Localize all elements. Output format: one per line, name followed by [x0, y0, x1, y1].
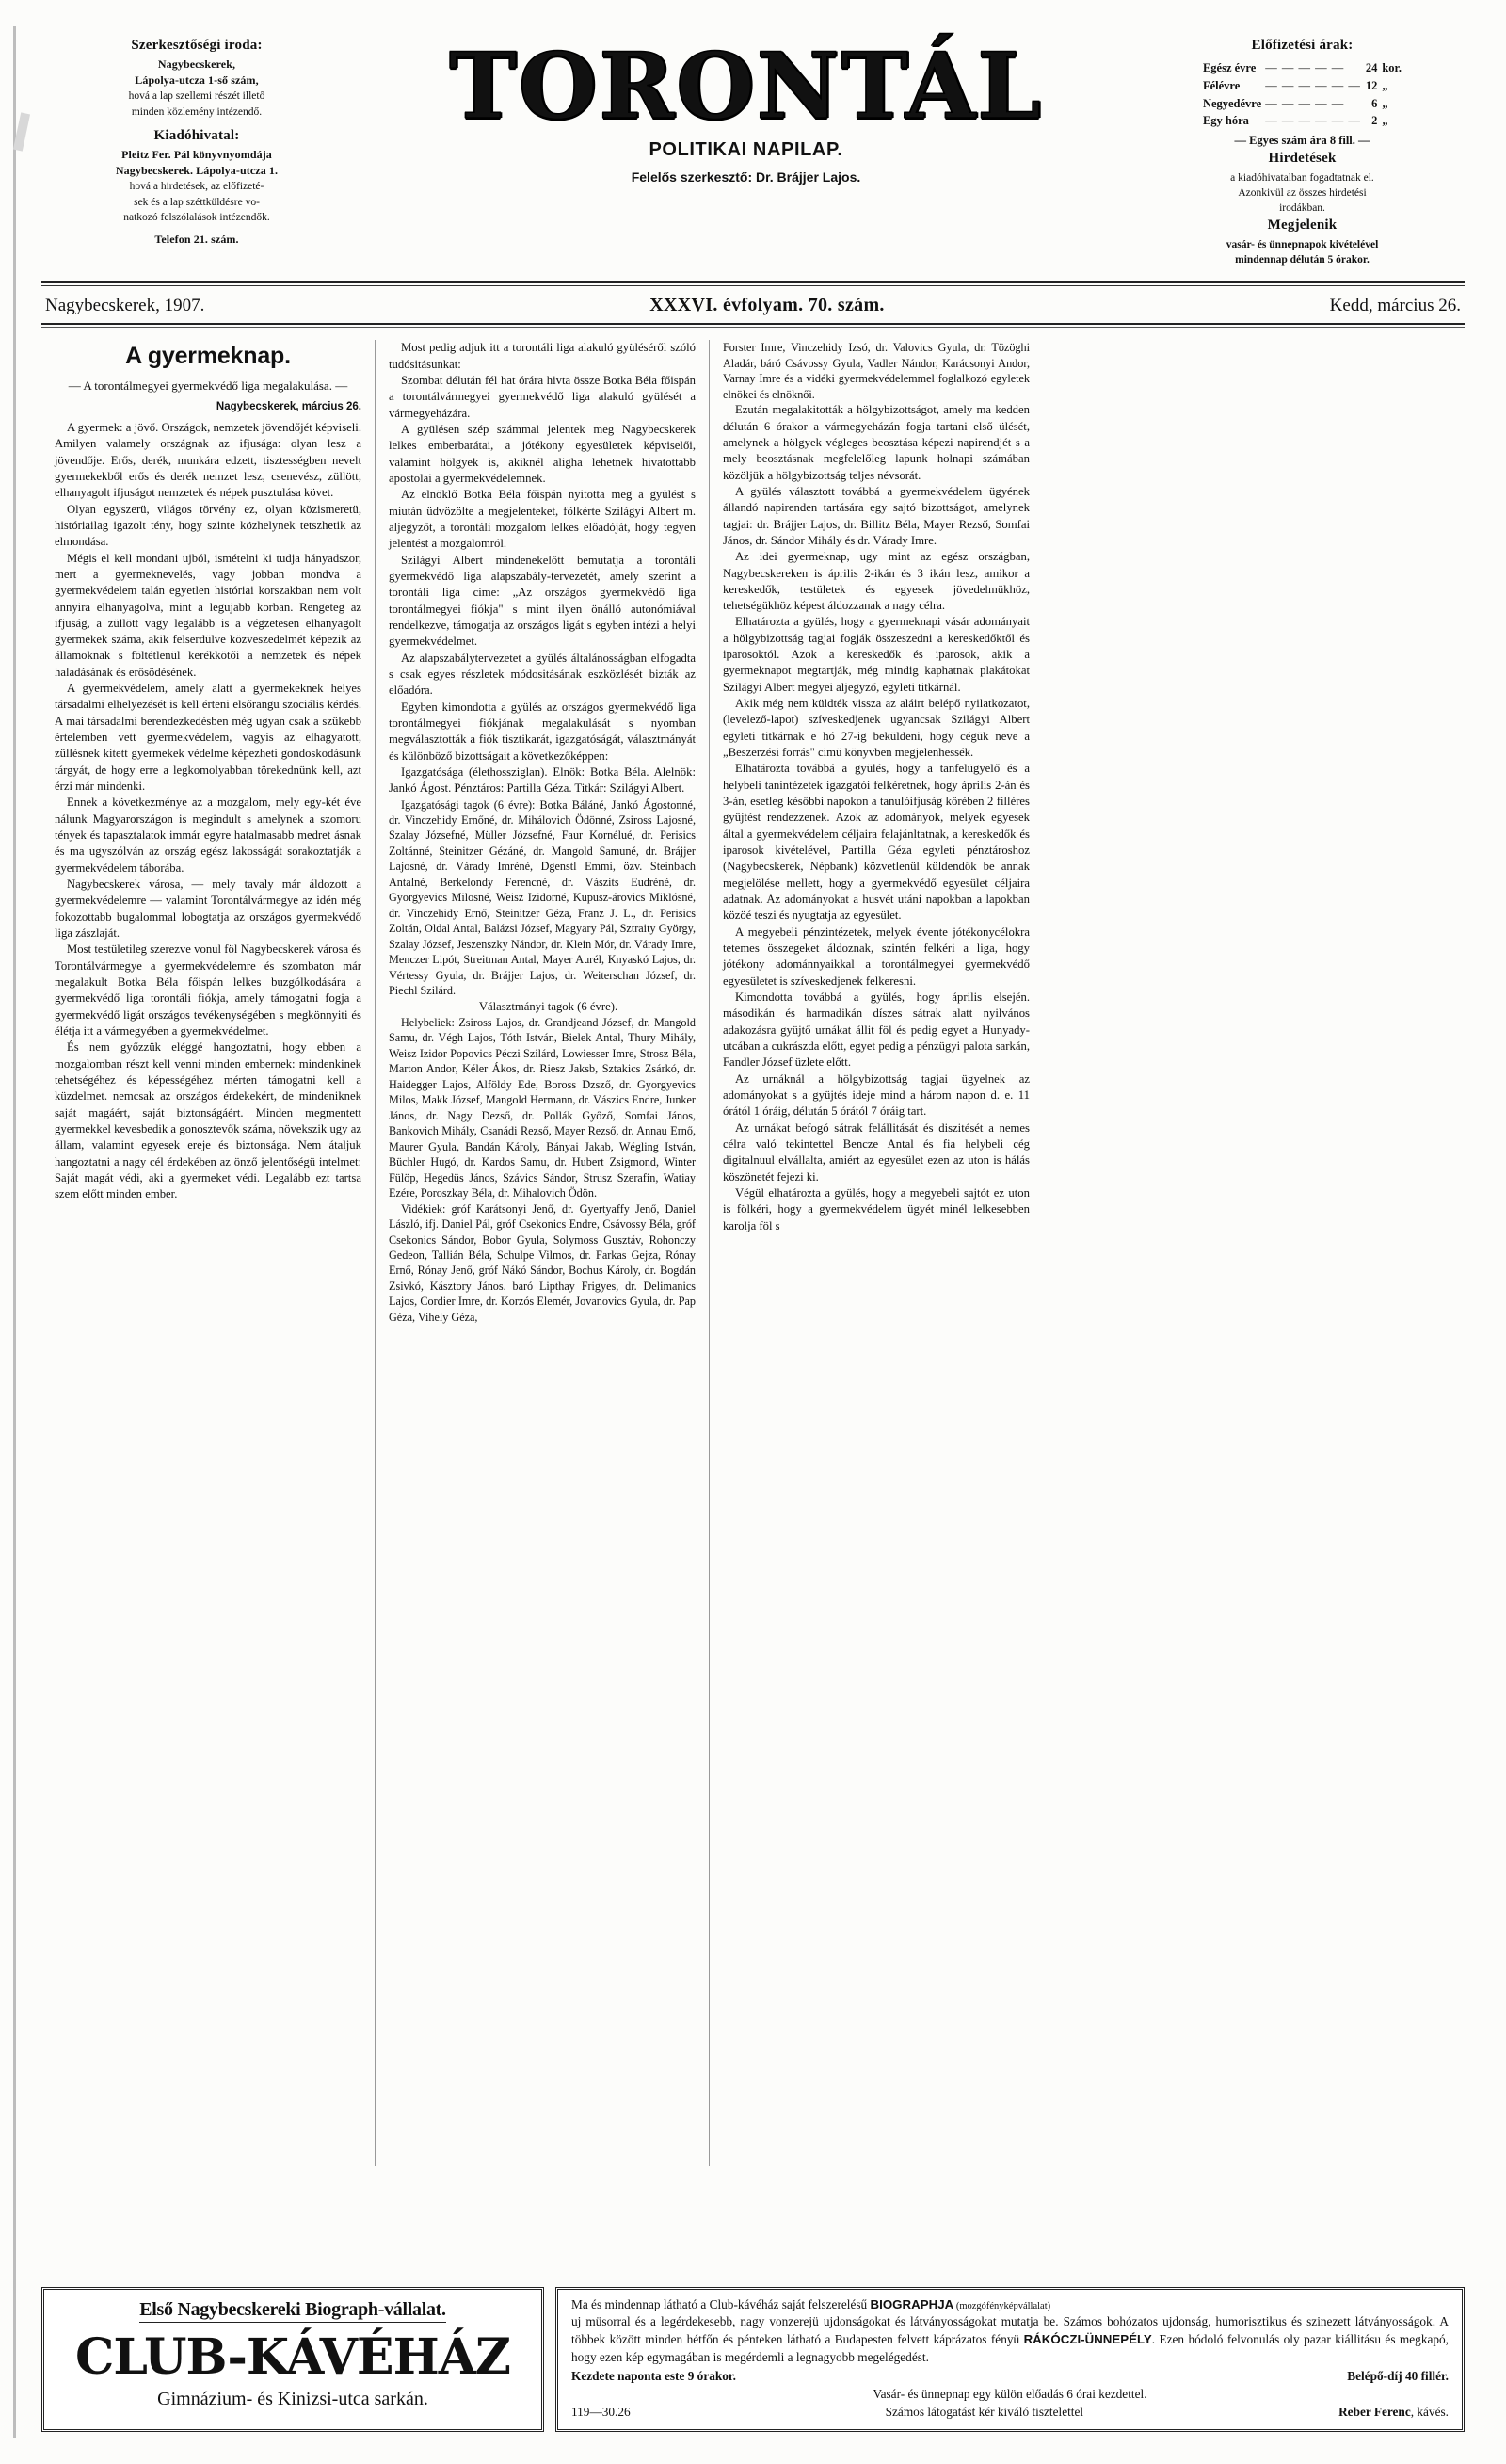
program-intro — [571, 2296, 1449, 2314]
advertisement-footer — [571, 2404, 1449, 2422]
biograph-company-line: Első Nagybecskereki Biograph-vállalat. — [139, 2299, 445, 2323]
subscription-prices-heading: Előfizetési árak: — [1251, 38, 1354, 53]
advertiser-name: Reber Ferenc — [1338, 2405, 1411, 2420]
rural-members-list: Vidékiek: gróf Karátsonyi Jenő, dr. Gyertyaffy Jenő, Daniel László, ifj. Daniel Pál, gróf Csekonics Endre, Csávossy Béla, gróf Csekonics Sándor, Bobor Gyula, Solymoss Gusztáv, Rohonczy Gedeon, Tallián Béla, Schulpe Vilmos, dr. Farkas Gejza, Rónay Ernő, Rónay Jenő, gróf Nákó Sándor, Bochus Károly, dr. Bogdán Zsivkó, Kásztory János. baró Lipthay Frigyes, dr. Delimanics Lajos, Cordier Imre, dr. Korzós Elemér, Jovanovics Gyula, dr. Pap Géza, Vihely Géza, — [389, 1201, 696, 1324]
publishing-office-heading: Kiadóhivatal: — [153, 128, 240, 144]
paragraph: Elhatározta továbbá a gyülés, hogy a tanfelügyelő és a helybeli tanintézetek igazgatói felkéretnek, hogy április 2-án és 3-án, esetleg későbbi napokon a tanulóifjuság körében 2 filléres gyüjtést rendezzenek. Azok az adományok, melyek egyesek által a gyermekvédelem céljaira felajánltatnak, a kereskedők és iparosok kivételével, Partilla Géza egyleti pénztároshoz (Nagybecskerek, Népbank) közvetlenül küldendők be annak megjelölése mellett, hogy a gyermekvédő egyesület céljaira adatnak. Az adományokat a husvét utáni napokban a lapokban közöé teszi és nyugtatja az egyesület. — [723, 762, 1030, 923]
advertisement-row — [41, 2287, 1465, 2432]
paragraph: A gyermek: a jövő. Országok, nemzetek jövendőjét képviseli. Amilyen valamely országnak az ifjusága: olyan lesz a jövendője. Erős, derék, munkára edzett, tisztességben nevelt gyermekekből erős és derék nemzet lesz, csenevész, züllött, elhanyagolt ifjuságot nemzetek és népek pusztulása követ. — [55, 420, 361, 500]
page-edge-artifact — [13, 26, 16, 2438]
advertisement-reference-number: 119—30.26 — [571, 2405, 631, 2420]
program-body — [571, 2313, 1449, 2366]
paragraph: Most testületileg szerezve vonul föl Nagybecskerek városa és Torontálvármegye a gyermekvédelemre és szombaton már megalakult Botka Béla főispán lelkes buzgólkodására a gyermekvédő liga torontáli fiókja, amely támogatni fogja a gyermekvédő ligát országos tevékenységében s megkönnyiti és élétja itt a vármegyében a gyermekvédelmet. — [55, 942, 361, 1039]
advertiser-signature — [1338, 2404, 1449, 2422]
dateline-weekday-date: Kedd, március 26. — [1329, 296, 1461, 316]
paragraph: Igazgatósága (élethossziglan). Elnök: Botka Béla. Alelnök: Jankó Ágost. Pénztáros: Partilla Géza. Titkár: Szilágyi Albert. — [389, 765, 696, 796]
paragraph: Végül elhatározta a gyülés, hogy a megyebeli sajtót ez uton is fölkéri, hogy a gyermekvédelem ügyét minél lelkesebben karolja föl s — [723, 1185, 1030, 1232]
article-columns — [41, 340, 1465, 2166]
editorial-office-street: Lápolya-utcza 1-ső szám, — [135, 73, 259, 88]
rural-members-list-cont: Forster Imre, Vinczehidy Izsó, dr. Valovics Gyula, dr. Tözöghi Aladár, báró Csávossy Gyula, Vadler Nándor, Karácsonyi Andor, Varnay Imre és a vidéki gyermekvédelemmel foglalkozó egyletek elnökei és elnöknői. — [723, 341, 1030, 401]
advertisements-note-3: irodákban. — [1279, 202, 1325, 215]
club-cafe-address: Gimnázium- és Kinizsi-utca sarkán. — [157, 2389, 428, 2410]
price-dashes: — — — — — — — [1265, 78, 1361, 92]
paragraph: És nem győzzük eléggé hangoztatni, hogy ebben a mozgalomban részt kell venni minden embernek: mindenkinek tehetségéhez és képességéhez mérten támogatni kell a küzdelmet. nemcsak az országos érdekekért, de mindeniknek saját magáért, saját biztonságáért. Minden megmentett gyermekkel kevesbedik a gonosztevők száma, növekszik ugy az állam, valamint egyesek ereje és biztonsága. Nem átaljuk hangoztatni a nagy cél érdekében az önző jelentőségü intelmet: Saját magát védi, aki a gyermeket védi. Legalább ezt tartsa szem előtt minden ember. — [55, 1040, 361, 1201]
price-row — [1203, 60, 1402, 76]
masthead-editorial-office — [41, 36, 352, 248]
show-start-time: Kezdete naponta este 9 órakor. — [571, 2369, 736, 2384]
publishing-office-note-2: sek és a lap széttküldésre vo- — [134, 196, 260, 208]
paragraph: Ennek a következménye az a mozgalom, mely egy-két éve nálunk Magyarországon is megindult s amelynek a szomoru tények és tapasztalatok immár egyre hatalmasabb medret ásnak és ma ugyszólván az ország egész lakosságát sorakoztatják a gyermekvédelem táborába. — [55, 796, 361, 875]
price-row — [1203, 78, 1402, 94]
dateline-divider-thick — [41, 323, 1465, 325]
price-label: Egy hóra — [1202, 114, 1249, 128]
publishing-office-name: Pleitz Fer. Pál könyvnyomdája — [121, 148, 272, 162]
price-unit: „ — [1382, 114, 1388, 128]
price-dashes: — — — — — — — [1265, 114, 1361, 128]
paragraph: Az idei gyermeknap, ugy mint az egész országban, Nagybecskereken is április 2-ikán és 3 ikán lesz, amikor a kereskedők, testületek és egyesek jövedelmükhöz, tehetségükhöz képest áldozzanak a nagy célra. — [723, 550, 1030, 613]
biographia-program-advertisement[interactable] — [555, 2287, 1465, 2432]
price-dashes: — — — — — — [1265, 60, 1345, 74]
price-value: 6 — [1371, 96, 1378, 110]
price-row — [1203, 96, 1402, 112]
club-cafe-advertisement[interactable] — [41, 2287, 544, 2432]
price-unit: kor. — [1382, 60, 1402, 74]
paragraph: Akik még nem küldték vissza az aláirt belépő nyilatkozatot, (levelező-lapot) szíveskedjenek ugyancsak Szilágyi Albert egyleti titkárnak e hó 27-ig beküldeni, hogy cégük neve a „Beszerzési forrás" cimü könyvben megjelenhessék. — [723, 697, 1030, 760]
article-place-text: Nagybecskerek, március 26. — [216, 401, 361, 413]
column-3 — [709, 340, 1043, 2166]
publishing-office-address: Nagybecskerek. Lápolya-utcza 1. — [115, 164, 279, 178]
admission-price: Belépő-díj 40 fillér. — [1347, 2369, 1449, 2384]
masthead-subscription-block — [1140, 36, 1465, 267]
paragraph: Elhatározta a gyülés, hogy a gyermeknapi vásár adományait a hölgybizottság tagjai fogják összeszedni a kereskedőktől és iparosoktól. Azok a kereskedők és iparosok, akik a gyermeknapot megtartják, még mindig kaphatnak plakátokat Szilágyi Albert megyei aljegyző, egyleti titkárnál. — [723, 615, 1030, 694]
publishing-office-note-1: hová a hirdetések, az előfizeté- — [129, 181, 264, 193]
price-value: 24 — [1365, 60, 1378, 74]
price-label: Negyedévre — [1202, 96, 1262, 110]
telephone-number: Telefon 21. szám. — [154, 233, 239, 247]
paragraph: Most pedig adjuk itt a torontáli liga alakuló gyüléséről szóló tudósitásunkat: — [389, 341, 696, 371]
advertisements-note-1: a kiadóhivatalban fogadtatnak el. — [1230, 172, 1374, 185]
editorial-office-heading: Szerkesztőségi iroda: — [131, 38, 263, 53]
subscription-price-table — [1201, 58, 1403, 132]
editorial-office-city: Nagybecskerek, — [157, 57, 236, 72]
paragraph: Szombat délután fél hat órára hivta össze Botka Béla főispán a torontálvármegyei gyermekvédő liga alakuló gyülését a vármegyeházára. — [389, 374, 696, 420]
paragraph: Az urnákat befogó sátrak felállitását és diszitését a nemes célra való tekintettel Bencze Antal és fia helybeli cég digitalnuul elvállalta, amiért az egyesület ezen az uton is hálás köszönetét fejezi ki. — [723, 1120, 1030, 1184]
program-body-text: uj müsorral és a legérdekesebb, nagy vonzerejü ujdonságokat és látványosságokat mutatja be. Számos bohózatos ujdonság, humorisztikus és szinezett látványosságok. A többek között minden hétfőn és pénteken látható a Budapesten felvett káprázatos fényü — [571, 2314, 1449, 2346]
masthead-divider-thick — [41, 281, 1465, 283]
column-1 — [41, 340, 375, 2166]
local-members-list: Helybeliek: Zsiross Lajos, dr. Grandjeand József, dr. Mangold Samu, dr. Végh Lajos, Tóth István, Bielek Antal, Thury Mihály, Weisz Izidor Popovics Péczi Szilárd, Lowiesser Imre, Strosz Béla, Marton Andor, Kéler Ákos, dr. Riesz Jaksb, Sztakics Zsárkó, dr. Haidegger Lajos, Alföldy Ede, Boross Dzsző, dr. Gyorgyevics Milos, Makk József, Mangold Hermann, dr. Vászics Endre, Junker János, dr. Nagy Dezső, dr. Pollák Győző, Somfai János, Bankovich Mihály, Csanádi Rezső, Mayer Rezső, dr. Annau Ernő, Maurer Gyula, Bandán Károly, Bányai Jakab, Wégling István, Büchler Hugó, dr. Kardos Samu, dr. Hubert Zsigmond, Winter Fülöp, Hegedüs János, Szávics Sándor, Strusz Szerafin, Watiay Ezére, Poroszkay Béla, dr. Mihalovich Ödön. — [389, 1015, 696, 1200]
visitor-thanks-note: Számos látogatást kér kiváló tisztelettel — [885, 2405, 1084, 2420]
dateline-volume-issue: XXXVI. évfolyam. 70. szám. — [649, 295, 885, 316]
price-unit: „ — [1382, 96, 1388, 110]
advertisements-note-2: Azonkivül az összes hirdetési — [1238, 187, 1367, 200]
biographia-parenthetical: (mozgófényképvállalat) — [953, 2300, 1051, 2311]
dateline-divider-thin — [41, 327, 1465, 328]
masthead — [0, 0, 1506, 267]
committee-heading: Választmányi tagok (6 évre). — [478, 999, 618, 1013]
price-label: Félévre — [1202, 78, 1241, 92]
article-datelinestamp — [55, 398, 361, 415]
responsible-editor: Felelős szerkesztő: Dr. Brájjer Lajos. — [631, 169, 861, 185]
showtime-row — [571, 2368, 1449, 2386]
publication-schedule-note-1: vasár- és ünnepnapok kivételével — [1226, 239, 1379, 251]
paragraph: A gyülésen szép számmal jelentek meg Nagybecskerek lelkes emberbarátai, a jótékony egyesületek képviselői, valamint hölgyek is, akiknél aligha lehetnek hivatottabb apostolai a gyermekvédelemnek. — [389, 422, 696, 485]
price-dashes: — — — — — — [1265, 96, 1345, 110]
editorial-office-note-1: hová a lap szellemi részét illető — [128, 90, 265, 103]
publishing-office-note-3: natkozó felszólalások intézendők. — [123, 212, 270, 224]
biographia-keyword: BIOGRAPHJA — [870, 2296, 954, 2311]
paragraph: Az elnöklő Botka Béla főispán nyitotta meg a gyülést s miután üdvözölte a megjelenteket, fölkérte Szilágyi Albert m. aljegyzőt, a torontáli mozgalom lelkes előadóját, hogy tegyen jelentést a mozgalomról. — [389, 488, 696, 551]
paragraph: Kimondotta továbbá a gyülés, hogy április elsején. másodikán és harmadikán díszes sátrak alatt nyilvános adakozásra gyüjtő urnákat állit föl és pedig egyet a Hunyady-utcában a cukrászda előtt, egyet pedig a pénzügyi palota sarkán, Fandler József üzlete előtt. — [723, 990, 1030, 1070]
advertisements-heading: Hirdetések — [1268, 151, 1337, 167]
newspaper-logo: TORONTÁL — [449, 33, 1043, 139]
article-headline: A gyermeknap. — [125, 343, 291, 370]
price-label: Egész évre — [1202, 60, 1257, 74]
rakoczi-feature-title: RÁKÓCZI-ÜNNEPÉLY — [1023, 2331, 1152, 2346]
article-subheadline: — A torontálmegyei gyermekvédő liga megalakulása. — — [68, 378, 348, 394]
paragraph: Az urnáknál a hölgybizottság tagjai ügyelnek az adományokat s a gyüjtés ideje mind a három napon d. e. 11 órától 1 óráig, délután 5 órától 7 óráig tart. — [723, 1071, 1030, 1119]
paragraph: Szilágyi Albert mindenekelőtt bemutatja a torontáli gyermekvédő liga alapszabály-tervezetét, amely szerint a torontáli liga cime: „Az országos gyermekvédő liga torontálmegyei fiókja" s mint ilyen önálló autonómiával rendelkezve, támogatja az országos ligát s egyben intézi a helyi gyermekvédelmet. — [389, 553, 696, 649]
sunday-show-note: Vasár- és ünnepnap egy külön előadás 6 órai kezdettel. — [873, 2386, 1147, 2401]
paragraph: Az alapszabálytervezetet a gyülés általánosságban elfogadta s csak egyes részletek módositásának eszközlését bizták az előadóra. — [389, 651, 696, 698]
program-body-text-2: . Ezen hódoló felvonulás oly pazar kiállitásu és megkapó, hogy ezen kép egymagában is megérdemli a legnagyobb megelégedést. — [571, 2331, 1449, 2364]
board-members-list: Igazgatósági tagok (6 évre): Botka Báláné, Jankó Ágostonné, dr. Vinczehidy Ernőné, dr. Mihálovich Ödönné, Zsiross Lajosné, Szalay Józsefné, Müller Józsefné, Faur Kornélué, dr. Perisics Zoltánné, Steinitzer Gézáné, dr. Mangold Samuné, dr. Brájjer Lajosné, dr. Várady Imréné, Dgenstl Emmi, özv. Steinbach Antalné, Berkelondy Ferencné, dr. Vászits Eudréné, dr. Gyorgyevics Milosné, Weisz Izidorné, Kupusz-árovics Miklósné, dr. Vinczehidy Ernő, Steinitzer Géza, Franz J. L., dr. Perisics Zoltán, Oldal Antal, Balázsi József, Magyary Pál, Sztraity György, Szalay József, Jeszenszky Nándor, dr. Klein Mór, dr. Várady Imre, Menczer Lipót, Streitman Antal, Mayer Aurél, Knyaskó Lajos, dr. Vértessy Gyula, dr. Brájjer Lajos, dr. Weiterschan József, dr. Piechl Szilárd. — [389, 797, 696, 998]
paragraph: A gyülés választott továbbá a gyermekvédelem ügyének állandó napirenden tartására egy sajtó bizottságot, amelynek tagjai: dr. Brájjer Lajos, dr. Billitz Béla, Mayer Rezső, Somfai János, dr. Sándor Mihály és dr. Várady Imre. — [723, 484, 1030, 547]
program-intro-a: Ma és mindennap látható a Club-kávéház saját felszerelésű — [571, 2296, 871, 2311]
price-row — [1203, 113, 1402, 129]
price-value: 2 — [1371, 114, 1378, 128]
single-copy-price: — Egyes szám ára 8 fill. — — [1234, 134, 1370, 148]
editorial-office-note-2: minden közlemény intézendő. — [131, 105, 263, 118]
masthead-title-block — [352, 33, 1140, 185]
advertiser-role: , kávés. — [1410, 2405, 1449, 2420]
dateline-bar — [41, 286, 1465, 323]
column-2 — [375, 340, 709, 2166]
paragraph: Mégis el kell mondani ujból, ismételni ki tudja hányadszor, mert a gyermeknevelés, vagy jobban mondva a gyermekvédelem talán egyetlen históriai korszakban nem volt annyira elhanyagolva, mint a legujabb korban. Rengeteg az ifjuság, a züllött vagy legalább is a végzetesen elhanyagolt gyermekek száma, akik felserdülve közveszedelmét képezik az államoknak s föltétlenül kerékkötői a nemzetek és népek haladásának és erősödésének. — [55, 551, 361, 679]
paragraph: Ezután megalakitották a hölgybizottságot, amely ma kedden délután 6 órakor a vármegyeházán fogja tartani első ülését, amelynek a hölgyek végleges beosztása képezi napirendjét s a mely beosztásnak megfelelőleg lapunk holnapi számában közöljük a hölgybizottság teljes névsorát. — [723, 403, 1030, 482]
price-unit: „ — [1382, 78, 1388, 92]
dateline-place-year: Nagybecskerek, 1907. — [45, 296, 205, 316]
price-value: 12 — [1365, 78, 1378, 92]
paragraph: Olyan egyszerü, világos törvény ez, olyan közismeretü, históriailag igazolt tény, hogy szinte közhelynek tetszhetik az elmondása. — [55, 502, 361, 549]
paragraph: Egyben kimondotta a gyülés az országos gyermekvédő liga torontálmegyei fiókjának megalakulását s nyomban megválasztották a fiók tisztikarát, igazgatóságát, választmányát és különböző bizottságait a következőképpen: — [389, 700, 696, 763]
club-cafe-name: CLUB-KÁVÉHÁZ — [74, 2327, 511, 2386]
newspaper-subtitle: POLITIKAI NAPILAP. — [649, 139, 843, 160]
publication-schedule-note-2: mindennap délután 5 órakor. — [1235, 254, 1370, 266]
paragraph: A gyermekvédelem, amely alatt a gyermekeknek helyes társadalmi elhelyezését is kell érteni elsőrangu szociális kérdés. A mai társadalmi berendezkedésben még ugyan csak a szükebb értelemben vett gyermekvédelem, vagyis az elhagyatott, züllésnek kitett gyermekek védelme képezheti gondoskodásunk tárgyát, de hogy erre a legkomolyabban törekednünk kell, azt érzi már mindenki. — [55, 682, 361, 794]
paragraph: A megyebeli pénzintézetek, melyek évente jótékonycélokra tetemes összegeket áldoznak, szintén felkéri a liga, hogy jótékony adománnyaikkal a torontálmegyei gyermekvédő egyesületet is szíveskedjenek felkeresni. — [723, 925, 1030, 988]
publication-schedule-heading: Megjelenik — [1267, 217, 1338, 234]
paragraph: Nagybecskerek városa, — mely tavaly már áldozott a gyermekvédelemre — valamint Torontálvármegye az idén még fokozottabb bugalommal lobogtatja az országos gyermekvédő liga zászlaját. — [55, 878, 361, 941]
